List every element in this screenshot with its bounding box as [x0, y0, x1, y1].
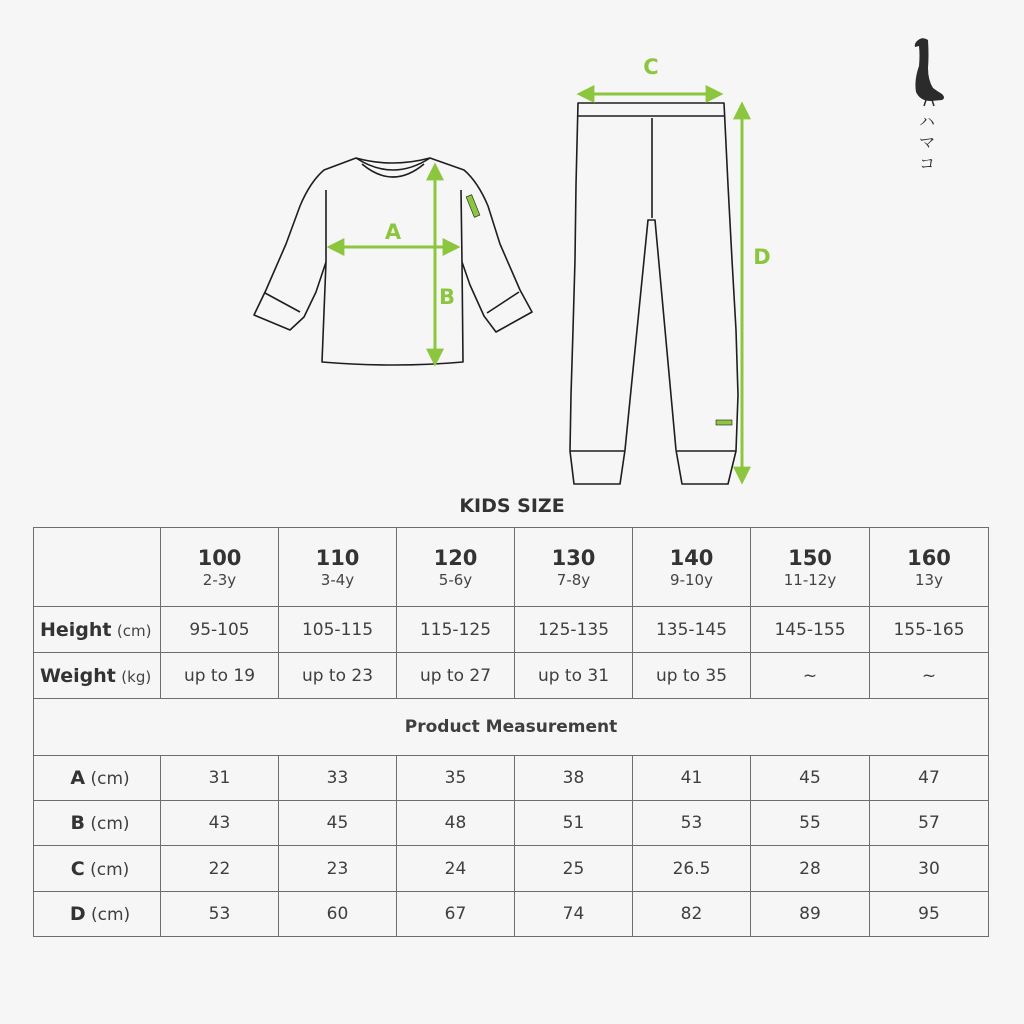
corner-cell	[34, 528, 161, 607]
size-cell	[633, 528, 751, 607]
table-cell: 155-165	[870, 607, 989, 653]
pants-illustration	[570, 103, 738, 484]
table-cell: 51	[515, 801, 633, 846]
table-cell: up to 27	[397, 653, 515, 699]
table-cell: up to 35	[633, 653, 751, 699]
table-cell: 31	[161, 756, 279, 801]
table-cell: 28	[751, 846, 870, 892]
row-header	[34, 756, 161, 801]
pants-tag	[716, 420, 732, 425]
table-cell: 125-135	[515, 607, 633, 653]
size-header-row	[34, 528, 989, 607]
table-cell: 95-105	[161, 607, 279, 653]
row-unit: (cm)	[91, 905, 131, 925]
table-cell: 43	[161, 801, 279, 846]
table-cell: 25	[515, 846, 633, 892]
table-cell: 53	[633, 801, 751, 846]
size-number: 150	[788, 545, 832, 570]
table-cell: 135-145	[633, 607, 751, 653]
table-cell: 33	[279, 756, 397, 801]
row-header	[34, 653, 161, 699]
measure-row-b	[34, 801, 989, 846]
table-cell: 26.5	[633, 846, 751, 892]
section-title: Product Measurement	[34, 699, 989, 756]
brand-char: ハ	[918, 112, 935, 131]
table-cell: 35	[397, 756, 515, 801]
weight-row	[34, 653, 989, 699]
row-header	[34, 892, 161, 937]
size-cell	[161, 528, 279, 607]
row-unit: (cm)	[90, 814, 130, 834]
table-cell: 45	[279, 801, 397, 846]
size-cell	[870, 528, 989, 607]
table-cell: 24	[397, 846, 515, 892]
duck-silhouette-icon	[915, 38, 944, 106]
size-number: 140	[669, 545, 714, 570]
table-cell: 48	[397, 801, 515, 846]
table-title: KIDS SIZE	[459, 495, 565, 517]
size-number: 110	[315, 545, 360, 570]
measure-row-a	[34, 756, 989, 801]
section-row	[34, 699, 989, 756]
table-cell: 145-155	[751, 607, 870, 653]
label-b: B	[438, 285, 456, 309]
label-a: A	[384, 220, 402, 244]
table-cell: 67	[397, 892, 515, 937]
size-number: 100	[197, 545, 242, 570]
row-header	[34, 801, 161, 846]
shirt-illustration	[254, 158, 532, 365]
size-age: 7-8y	[556, 570, 591, 589]
row-header	[34, 607, 161, 653]
table-cell: 30	[870, 846, 989, 892]
size-age: 11-12y	[783, 570, 837, 589]
row-unit: (cm)	[90, 859, 130, 880]
table-cell: ~	[751, 653, 870, 699]
size-number: 120	[433, 545, 478, 570]
table-cell: 74	[515, 892, 633, 937]
row-label: D	[69, 903, 86, 925]
table-cell: 23	[279, 846, 397, 892]
table-cell: 22	[161, 846, 279, 892]
table-cell: 55	[751, 801, 870, 846]
table-cell: 95	[870, 892, 989, 937]
size-table	[33, 527, 989, 937]
table-cell: 47	[870, 756, 989, 801]
size-cell	[515, 528, 633, 607]
size-age: 13y	[915, 570, 943, 589]
row-unit: (kg)	[121, 667, 152, 686]
row-unit: (cm)	[116, 621, 152, 640]
row-header	[34, 846, 161, 892]
size-cell	[397, 528, 515, 607]
size-cell	[751, 528, 870, 607]
table-cell: up to 19	[161, 653, 279, 699]
table-cell: 89	[751, 892, 870, 937]
size-age: 9-10y	[670, 570, 713, 589]
table-cell: 57	[870, 801, 989, 846]
size-age: 3-4y	[320, 570, 355, 589]
table-cell: 115-125	[397, 607, 515, 653]
size-age: 2-3y	[202, 570, 237, 589]
table-cell: 41	[633, 756, 751, 801]
size-cell	[279, 528, 397, 607]
label-c: C	[643, 55, 659, 79]
row-label: A	[70, 767, 86, 789]
table-cell: 82	[633, 892, 751, 937]
height-row	[34, 607, 989, 653]
size-number: 130	[551, 545, 596, 570]
table-cell: 105-115	[279, 607, 397, 653]
row-unit: (cm)	[90, 769, 130, 789]
size-age: 5-6y	[438, 570, 473, 589]
table-cell: ~	[870, 653, 989, 699]
label-d: D	[753, 245, 771, 269]
brand-char: マ	[918, 133, 935, 152]
table-cell: 60	[279, 892, 397, 937]
measure-row-c	[34, 846, 989, 892]
table-cell: 53	[161, 892, 279, 937]
table-cell: up to 31	[515, 653, 633, 699]
brand-char: コ	[918, 154, 935, 173]
row-label: C	[70, 857, 85, 880]
table-cell: 38	[515, 756, 633, 801]
table-cell: 45	[751, 756, 870, 801]
row-label: B	[70, 812, 85, 834]
row-label: Height	[40, 618, 112, 641]
row-label: Weight	[40, 664, 116, 687]
size-number: 160	[907, 545, 951, 570]
measure-row-d	[34, 892, 989, 937]
garment-illustration	[0, 0, 1024, 500]
table-cell: up to 23	[279, 653, 397, 699]
